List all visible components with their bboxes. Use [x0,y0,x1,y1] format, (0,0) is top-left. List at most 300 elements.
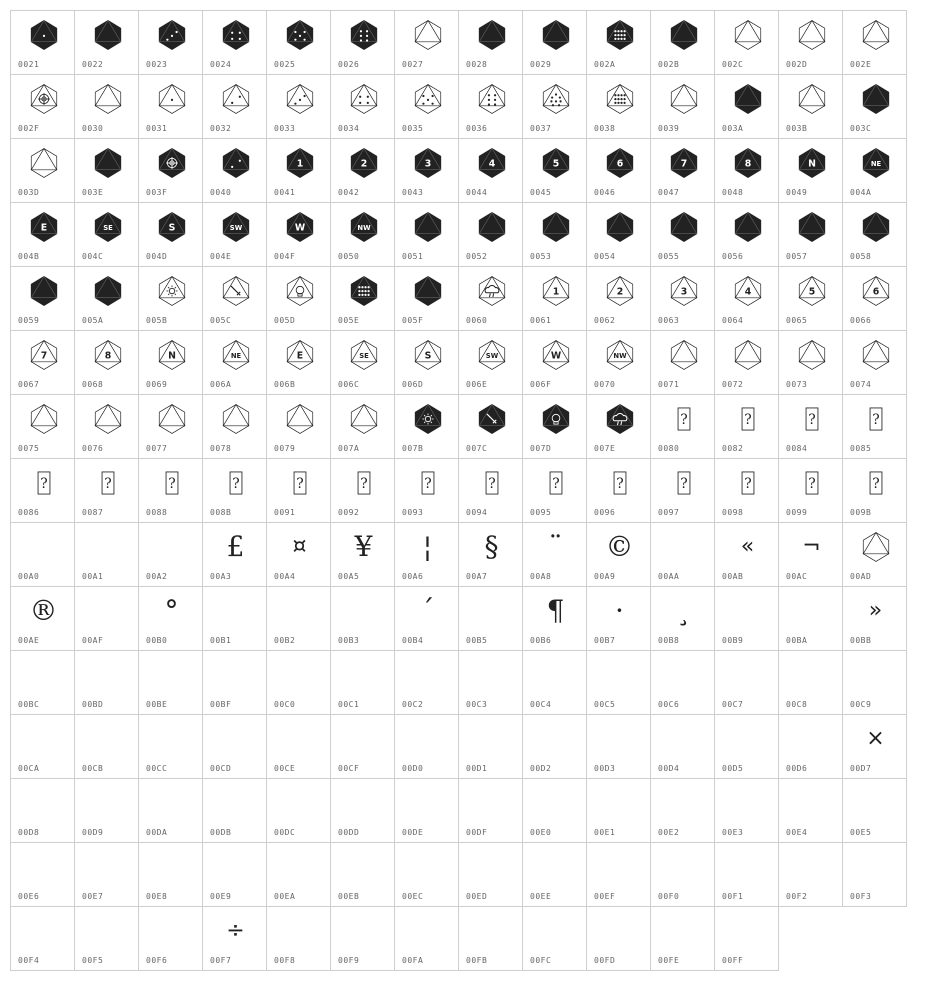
glyph-cell[interactable] [74,650,139,715]
svg-text:7: 7 [40,350,47,362]
glyph-cell[interactable] [138,202,203,267]
glyph-code-label: 0086 [18,508,40,517]
glyph-cell[interactable] [330,458,395,523]
glyph-cell[interactable] [138,522,203,587]
glyph-cell[interactable] [202,394,267,459]
glyph-cell[interactable] [586,10,651,75]
glyph-cell[interactable] [74,778,139,843]
glyph-cell[interactable] [202,586,267,651]
glyph-code-label: 0026 [338,60,360,69]
glyph-cell[interactable] [458,330,523,395]
glyph-cell[interactable] [842,842,907,907]
glyph-cell[interactable] [202,714,267,779]
glyph-cell[interactable] [330,138,395,203]
glyph-cell[interactable] [522,714,587,779]
empty-glyph [459,911,524,951]
empty-glyph [139,911,204,951]
glyph-code-label: 00FD [594,956,616,965]
glyph-cell[interactable] [74,842,139,907]
empty-glyph [203,783,268,823]
glyph-cell[interactable] [714,458,779,523]
glyph-cell[interactable] [458,906,523,971]
glyph-cell[interactable] [394,74,459,139]
glyph-code-label: 0053 [530,252,552,261]
glyph-cell[interactable] [586,458,651,523]
glyph-cell[interactable] [266,74,331,139]
glyph-cell[interactable] [458,778,523,843]
glyph-cell[interactable] [458,842,523,907]
glyph-cell[interactable] [74,74,139,139]
d20-die-icon [139,335,204,375]
glyph-cell[interactable] [10,458,75,523]
d20-die-icon [843,79,908,119]
glyph-code-label: 0043 [402,188,424,197]
glyph-code-label: 00D7 [850,764,872,773]
glyph-code-label: 00FE [658,956,680,965]
glyph-cell[interactable] [10,330,75,395]
glyph-cell[interactable] [202,138,267,203]
glyph-cell[interactable] [202,778,267,843]
glyph-cell[interactable] [266,522,331,587]
glyph-cell[interactable] [266,10,331,75]
glyph-cell[interactable] [458,522,523,587]
glyph-cell[interactable] [138,10,203,75]
glyph-cell[interactable] [714,10,779,75]
glyph-cell[interactable] [74,586,139,651]
svg-text:?: ? [807,475,816,492]
glyph-char: ¸ [676,594,691,627]
glyph-cell[interactable] [778,842,843,907]
glyph-cell[interactable] [842,330,907,395]
svg-text:E: E [40,222,47,234]
glyph-cell[interactable] [138,842,203,907]
glyph-code-label: 0059 [18,316,40,325]
glyph-cell[interactable] [394,330,459,395]
glyph-cell[interactable] [714,906,779,971]
glyph-cell[interactable] [586,906,651,971]
glyph-cell[interactable] [330,330,395,395]
d20-die-icon [779,335,844,375]
d20-die-icon [203,15,268,55]
svg-text:5: 5 [808,286,815,298]
glyph-cell[interactable] [650,266,715,331]
glyph-code-label: 0071 [658,380,680,389]
glyph-cell[interactable] [586,778,651,843]
glyph-cell[interactable] [650,330,715,395]
glyph-cell[interactable] [10,522,75,587]
missing-glyph-icon [779,399,844,439]
glyph-cell[interactable] [778,458,843,523]
glyph-cell[interactable] [330,714,395,779]
glyph-cell[interactable] [394,522,459,587]
glyph-cell[interactable] [330,202,395,267]
glyph-cell[interactable] [394,586,459,651]
glyph-cell[interactable] [522,330,587,395]
d20-die-icon [459,15,524,55]
glyph-cell[interactable] [266,586,331,651]
d20-die-icon [843,143,908,183]
glyph-cell[interactable] [266,138,331,203]
glyph-cell[interactable] [842,394,907,459]
glyph-cell[interactable] [714,522,779,587]
glyph-cell[interactable] [458,266,523,331]
svg-text:?: ? [807,411,816,428]
glyph-cell[interactable] [10,714,75,779]
glyph-cell[interactable] [266,394,331,459]
missing-glyph-icon [651,399,716,439]
glyph-cell[interactable] [650,202,715,267]
glyph-code-label: 00B7 [594,636,616,645]
glyph-char [843,591,908,631]
glyph-cell[interactable] [138,394,203,459]
glyph-cell[interactable] [394,778,459,843]
glyph-cell[interactable] [138,650,203,715]
glyph-cell[interactable] [778,394,843,459]
glyph-cell[interactable] [330,778,395,843]
glyph-cell[interactable] [266,266,331,331]
glyph-cell[interactable] [650,74,715,139]
glyph-cell[interactable] [522,458,587,523]
glyph-cell[interactable] [266,906,331,971]
glyph-cell[interactable] [138,586,203,651]
glyph-cell[interactable] [714,266,779,331]
glyph-cell[interactable] [202,522,267,587]
missing-glyph-icon [715,463,780,503]
d20-die-icon [779,15,844,55]
d20-die-icon [523,399,588,439]
glyph-cell[interactable] [522,394,587,459]
glyph-code-label: 0051 [402,252,424,261]
glyph-cell[interactable] [138,714,203,779]
glyph-cell[interactable] [522,138,587,203]
empty-glyph [267,655,332,695]
glyph-code-label: 00DB [210,828,232,837]
glyph-cell[interactable] [650,10,715,75]
glyph-cell[interactable] [394,458,459,523]
svg-text:7: 7 [680,158,687,170]
glyph-cell[interactable] [842,650,907,715]
glyph-cell[interactable] [458,714,523,779]
glyph-cell[interactable] [10,650,75,715]
glyph-cell[interactable] [394,650,459,715]
glyph-cell[interactable] [266,202,331,267]
glyph-cell[interactable] [74,714,139,779]
glyph-cell[interactable] [778,138,843,203]
empty-glyph [267,847,332,887]
d20-die-icon [203,79,268,119]
glyph-code-label: 0077 [146,444,168,453]
glyph-cell[interactable] [74,202,139,267]
glyph-cell[interactable] [10,202,75,267]
glyph-cell[interactable] [650,394,715,459]
missing-glyph-icon [523,463,588,503]
glyph-cell[interactable] [266,842,331,907]
glyph-cell[interactable] [842,778,907,843]
glyph-cell[interactable] [394,906,459,971]
svg-text:W: W [294,222,305,234]
glyph-cell[interactable] [138,330,203,395]
glyph-cell[interactable] [522,202,587,267]
glyph-cell[interactable] [714,202,779,267]
glyph-cell[interactable] [650,522,715,587]
glyph-cell[interactable] [394,714,459,779]
glyph-cell[interactable] [458,394,523,459]
glyph-code-label: 0060 [466,316,488,325]
glyph-cell[interactable] [138,778,203,843]
glyph-cell[interactable] [330,586,395,651]
glyph-cell[interactable] [74,522,139,587]
glyph-code-label: 00FC [530,956,552,965]
glyph-cell[interactable] [394,266,459,331]
glyph-cell[interactable] [778,650,843,715]
glyph-code-label: 00BF [210,700,232,709]
glyph-cell[interactable] [586,330,651,395]
empty-glyph [587,655,652,695]
glyph-cell[interactable] [650,650,715,715]
glyph-cell[interactable] [394,202,459,267]
svg-text:E: E [296,350,303,362]
glyph-cell[interactable] [74,906,139,971]
glyph-cell[interactable] [10,266,75,331]
glyph-cell[interactable] [714,842,779,907]
svg-text:8: 8 [104,350,111,362]
svg-text:?: ? [871,475,880,492]
d20-die-icon [843,207,908,247]
glyph-cell[interactable] [714,650,779,715]
glyph-code-label: 00F7 [210,956,232,965]
glyph-cell[interactable] [714,586,779,651]
glyph-cell[interactable] [330,10,395,75]
glyph-cell[interactable] [842,202,907,267]
glyph-cell[interactable] [650,586,715,651]
glyph-cell[interactable] [842,74,907,139]
glyph-cell[interactable] [202,266,267,331]
glyph-cell[interactable] [778,522,843,587]
missing-glyph-icon [587,463,652,503]
glyph-cell[interactable] [522,74,587,139]
glyph-cell[interactable] [202,10,267,75]
glyph-cell[interactable] [74,458,139,523]
glyph-cell[interactable] [842,266,907,331]
glyph-code-label: 005C [210,316,232,325]
glyph-cell[interactable] [842,714,907,779]
glyph-cell[interactable] [458,586,523,651]
glyph-cell[interactable] [138,74,203,139]
glyph-cell[interactable] [458,138,523,203]
glyph-cell[interactable] [522,650,587,715]
glyph-cell[interactable] [202,458,267,523]
glyph-cell[interactable] [10,586,75,651]
glyph-code-label: 0094 [466,508,488,517]
glyph-cell[interactable] [586,266,651,331]
glyph-cell[interactable] [778,714,843,779]
glyph-cell[interactable] [10,10,75,75]
glyph-cell[interactable] [266,650,331,715]
glyph-cell[interactable] [522,522,587,587]
glyph-cell[interactable] [394,10,459,75]
glyph-cell[interactable] [74,394,139,459]
glyph-cell[interactable] [650,906,715,971]
glyph-cell[interactable] [842,10,907,75]
glyph-cell[interactable] [778,74,843,139]
glyph-cell[interactable] [202,74,267,139]
glyph-cell[interactable] [330,266,395,331]
glyph-cell[interactable] [10,74,75,139]
empty-glyph [651,655,716,695]
glyph-cell[interactable] [778,330,843,395]
glyph-code-label: 0088 [146,508,168,517]
glyph-cell[interactable] [202,650,267,715]
glyph-code-label: 00E7 [82,892,104,901]
glyph-cell[interactable] [202,906,267,971]
glyph-cell[interactable] [586,586,651,651]
glyph-cell[interactable] [458,650,523,715]
glyph-cell[interactable] [330,394,395,459]
glyph-cell[interactable] [714,714,779,779]
glyph-cell[interactable] [10,906,75,971]
glyph-code-label: 00C5 [594,700,616,709]
glyph-cell[interactable] [586,650,651,715]
glyph-cell[interactable] [138,266,203,331]
empty-glyph [523,911,588,951]
glyph-cell[interactable] [330,522,395,587]
glyph-cell[interactable] [778,202,843,267]
glyph-cell[interactable] [138,458,203,523]
glyph-cell[interactable] [330,842,395,907]
glyph-cell[interactable] [74,266,139,331]
glyph-cell[interactable] [138,138,203,203]
glyph-cell[interactable] [650,842,715,907]
glyph-cell[interactable] [138,906,203,971]
glyph-code-label: 006A [210,380,232,389]
glyph-cell[interactable] [10,138,75,203]
glyph-cell[interactable] [458,202,523,267]
glyph-cell[interactable] [266,778,331,843]
glyph-code-label: 007D [530,444,552,453]
glyph-code-label: 00B2 [274,636,296,645]
glyph-cell[interactable] [74,138,139,203]
d20-die-icon [715,207,780,247]
glyph-code-label: 00F0 [658,892,680,901]
glyph-cell[interactable] [202,330,267,395]
glyph-cell[interactable] [266,714,331,779]
glyph-cell[interactable] [778,10,843,75]
glyph-cell[interactable] [714,330,779,395]
glyph-cell[interactable] [842,458,907,523]
glyph-cell[interactable] [458,10,523,75]
d20-die-icon [331,271,396,311]
glyph-cell[interactable] [586,202,651,267]
glyph-char [843,719,908,759]
glyph-cell[interactable] [586,842,651,907]
glyph-cell[interactable] [10,394,75,459]
empty-glyph [651,911,716,951]
d20-die-icon [395,335,460,375]
glyph-cell[interactable] [10,842,75,907]
glyph-cell[interactable] [522,778,587,843]
glyph-code-label: 00F3 [850,892,872,901]
glyph-cell[interactable] [522,266,587,331]
glyph-cell[interactable] [586,522,651,587]
glyph-cell[interactable] [202,842,267,907]
glyph-cell[interactable] [330,650,395,715]
d20-die-icon [779,271,844,311]
glyph-code-label: 00B6 [530,636,552,645]
glyph-cell[interactable] [10,778,75,843]
glyph-cell[interactable] [586,138,651,203]
glyph-cell[interactable] [778,586,843,651]
missing-glyph-icon [779,463,844,503]
glyph-code-label: 0099 [786,508,808,517]
glyph-cell[interactable] [842,138,907,203]
glyph-char [203,911,268,951]
glyph-cell[interactable] [266,330,331,395]
glyph-cell[interactable] [522,10,587,75]
glyph-code-label: 00AE [18,636,40,645]
glyph-code-label: 0056 [722,252,744,261]
glyph-char: ÷ [226,918,245,943]
glyph-cell[interactable] [714,138,779,203]
glyph-cell[interactable] [522,906,587,971]
glyph-cell[interactable] [778,266,843,331]
svg-text:?: ? [871,411,880,428]
glyph-cell[interactable] [842,522,907,587]
glyph-cell[interactable] [650,458,715,523]
glyph-cell[interactable] [458,74,523,139]
glyph-code-label: 00CB [82,764,104,773]
glyph-cell[interactable] [778,778,843,843]
glyph-cell[interactable] [586,394,651,459]
glyph-cell[interactable] [714,778,779,843]
glyph-cell[interactable] [394,138,459,203]
svg-text:?: ? [359,475,368,492]
glyph-code-label: 00F2 [786,892,808,901]
glyph-cell[interactable] [586,714,651,779]
glyph-cell[interactable] [714,394,779,459]
glyph-code-label: 0082 [722,444,744,453]
glyph-cell[interactable] [458,458,523,523]
glyph-code-label: 002A [594,60,616,69]
glyph-cell[interactable] [650,714,715,779]
glyph-cell[interactable] [586,74,651,139]
glyph-cell[interactable] [394,842,459,907]
glyph-cell[interactable] [202,202,267,267]
glyph-code-label: 004F [274,252,296,261]
missing-glyph-icon [651,463,716,503]
glyph-cell[interactable] [714,74,779,139]
d20-die-icon [203,143,268,183]
glyph-cell[interactable] [394,394,459,459]
svg-text:NW: NW [612,351,627,360]
glyph-code-label: 00C3 [466,700,488,709]
glyph-cell[interactable] [266,458,331,523]
glyph-cell[interactable] [842,586,907,651]
glyph-cell[interactable] [522,586,587,651]
glyph-cell[interactable] [74,10,139,75]
glyph-char: · [615,594,624,627]
glyph-char [587,591,652,631]
glyph-code-label: 00D9 [82,828,104,837]
glyph-cell[interactable] [650,138,715,203]
empty-glyph [459,591,524,631]
glyph-cell[interactable] [522,842,587,907]
missing-glyph-icon [459,463,524,503]
glyph-cell[interactable] [650,778,715,843]
svg-text:?: ? [103,475,112,492]
glyph-cell[interactable] [330,906,395,971]
glyph-cell[interactable] [330,74,395,139]
glyph-cell[interactable] [74,330,139,395]
